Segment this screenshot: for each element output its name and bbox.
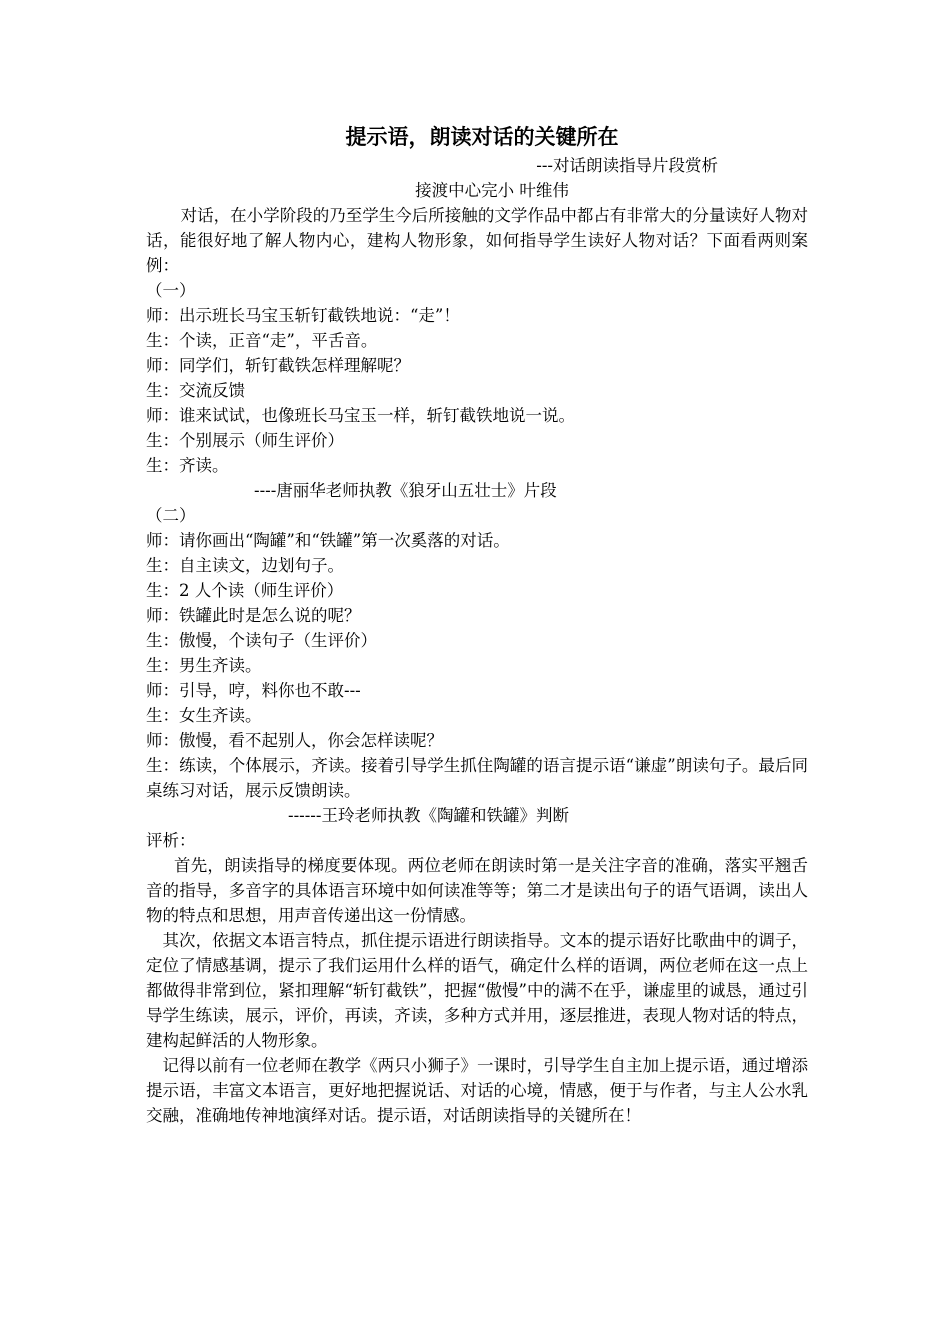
analysis-heading: 评析：: [146, 831, 196, 850]
case1-line: 师：出示班长马宝玉斩钉截铁地说：“走”！: [146, 306, 460, 325]
case2-heading: （二）: [146, 506, 196, 525]
case2-line: 生：自主读文，边划句子。: [146, 556, 344, 575]
case1-line: 生：个读，正音“走”，平舌音。: [146, 331, 378, 350]
case1-source: ----唐丽华老师执教《狼牙山五壮士》片段: [254, 481, 557, 500]
case2-line: 师：请你画出“陶罐”和“铁罐”第一次奚落的对话。: [146, 531, 510, 550]
document-subtitle: ---对话朗读指导片段赏析: [536, 156, 718, 175]
case2-line: 师：引导，哼，料你也不敢---: [146, 681, 361, 700]
case1-heading: （一）: [146, 281, 196, 300]
case1-line: 生：齐读。: [146, 456, 229, 475]
case2-line: 生：男生齐读。: [146, 656, 262, 675]
case2-line: 师：铁罐此时是怎么说的呢？: [146, 606, 361, 625]
document-author: 接渡中心完小 叶维伟: [415, 181, 569, 200]
case1-line: 师：同学们，斩钉截铁怎样理解呢？: [146, 356, 410, 375]
document-title: 提示语，朗读对话的关键所在: [345, 124, 619, 149]
analysis-paragraph-1: 首先，朗读指导的梯度要体现。两位老师在朗读时第一是关注字音的准确，落实平翘舌音的指导，多音字的具体语言环境中如何读准等等；第二才是读出句子的语气语调，读出人物的特点和思想，用声音传递出这一份情感。: [146, 856, 808, 925]
case2-last-paragraph: 生：练读，个体展示，齐读。接着引导学生抓住陶罐的语言提示语“谦虚”朗读句子。最后同桌练习对话，展示反馈朗读。: [146, 756, 808, 800]
case1-line: 生：个别展示（师生评价）: [146, 431, 344, 450]
case2-line: 生：2 人个读（师生评价）: [146, 581, 344, 600]
case2-line: 师：傲慢，看不起别人，你会怎样读呢？: [146, 731, 443, 750]
intro-paragraph: 对话，在小学阶段的乃至学生今后所接触的文学作品中都占有非常大的分量读好人物对话，能很好地了解人物内心，建构人物形象，如何指导学生读好人物对话？下面看两则案例：: [146, 206, 808, 275]
analysis-paragraph-2: 其次，依据文本语言特点，抓住提示语进行朗读指导。文本的提示语好比歌曲中的调子，定位了情感基调，提示了我们运用什么样的语气，确定什么样的语调，两位老师在这一点上都做得非常到位，紧扣理解“斩钉截铁”，把握“傲慢”中的满不在乎，谦虚里的诚恳，通过引导学生练读，展示，评价，再读，齐读，多种方式并用，逐层推进，表现人物对话的特点，建构起鲜活的人物形象。: [146, 931, 808, 1050]
case1-line: 师：谁来试试，也像班长马宝玉一样，斩钉截铁地说一说。: [146, 406, 575, 425]
case2-line: 生：傲慢，个读句子（生评价）: [146, 631, 377, 650]
analysis-paragraph-3: 记得以前有一位老师在教学《两只小狮子》一课时，引导学生自主加上提示语，通过增添提示语，丰富文本语言，更好地把握说话、对话的心境，情感，便于与作者，与主人公水乳交融，准确地传神地演绎对话。提示语，对话朗读指导的关键所在！: [146, 1056, 808, 1125]
case2-line: 生：女生齐读。: [146, 706, 262, 725]
case2-source: ------王玲老师执教《陶罐和铁罐》判断: [288, 806, 569, 825]
document-page: [146, 121, 808, 1128]
case1-line: 生：交流反馈: [146, 381, 245, 400]
